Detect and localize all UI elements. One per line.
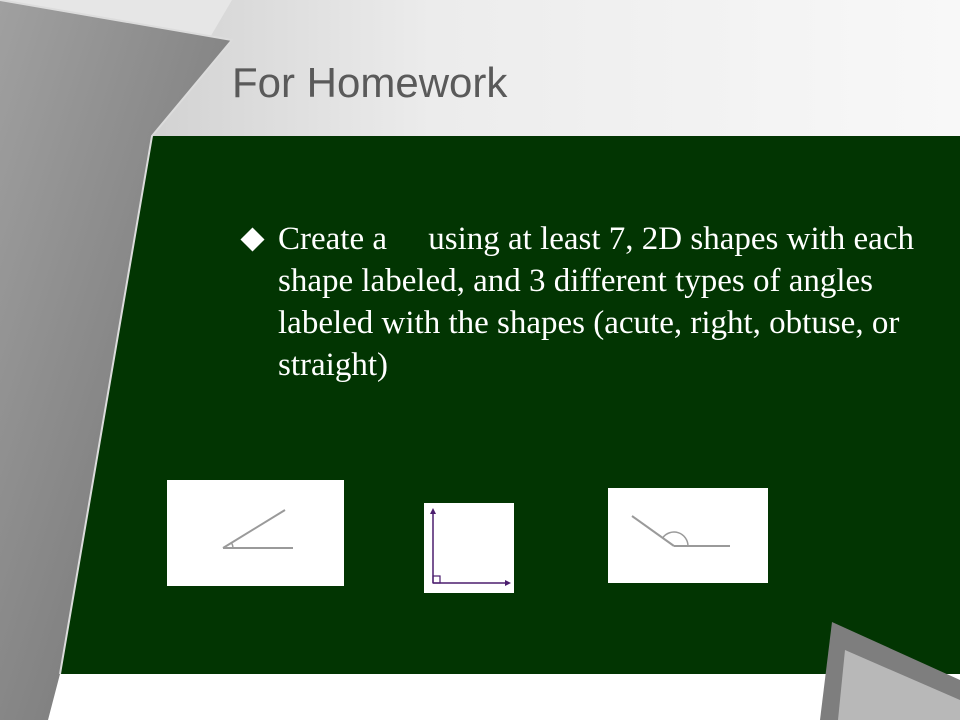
right-angle-image xyxy=(424,503,514,593)
obtuse-angle-icon xyxy=(608,488,768,583)
bullet-item xyxy=(240,218,930,386)
slide-title: For Homework xyxy=(232,59,508,106)
bullet-text: Create a using at least 7, 2D shapes with each shape labeled, and 3 different types of angles labeled with the shapes (acute, right, obtuse, or straight) xyxy=(278,221,923,383)
content-panel xyxy=(60,136,960,674)
acute-angle-image xyxy=(167,480,344,586)
bullet-list xyxy=(240,218,930,386)
obtuse-angle-image xyxy=(608,488,768,583)
acute-angle-icon xyxy=(167,480,344,586)
diamond-bullet-icon xyxy=(240,227,264,251)
right-angle-icon xyxy=(424,503,514,593)
